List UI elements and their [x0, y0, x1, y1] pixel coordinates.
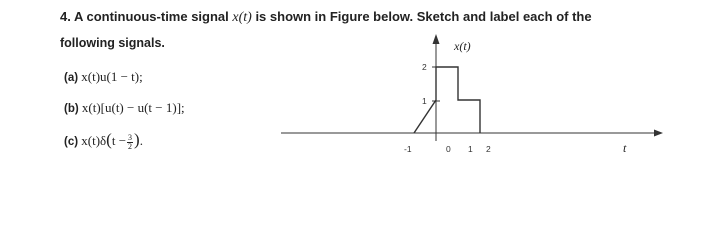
x-tick-label-neg1: -1 — [404, 144, 412, 154]
part-c-label: (c) — [64, 136, 82, 148]
part-a-expression: x(t)u(1 − t); — [81, 69, 143, 84]
vertical-axis-arrowhead — [433, 34, 440, 44]
y-tick-label-2: 2 — [422, 62, 427, 72]
question-text-line2: following signals. — [60, 36, 165, 50]
x-tick-label-1: 1 — [468, 144, 473, 154]
part-a-label: (a) — [64, 72, 82, 84]
part-c-expr-suffix: . — [139, 133, 143, 148]
y-axis-label: x(t) — [454, 39, 471, 53]
fraction-denominator: 2 — [128, 141, 133, 151]
fraction-numerator: 3 — [128, 132, 133, 142]
t-axis-arrowhead — [654, 130, 663, 137]
part-c-expr-prefix: x(t)δ — [81, 133, 107, 148]
part-b-expression: x(t)[u(t) − u(t − 1)]; — [81, 100, 185, 115]
question-suffix: is shown in Figure below. Sketch and label each of the — [251, 9, 592, 24]
signal-name: x(t) — [232, 10, 252, 25]
part-c-expr-t: t − — [111, 133, 127, 148]
question-prefix: 4. A continuous-time signal — [60, 9, 233, 24]
part-c-open-paren: ( — [106, 130, 112, 149]
y-tick-label-1: 1 — [422, 96, 427, 106]
part-c-close-paren: ) — [134, 130, 140, 149]
x-tick-label-0: 0 — [446, 144, 451, 154]
part-b-label: (b) — [64, 103, 82, 115]
x-axis-label: t — [623, 141, 627, 155]
x-tick-label-2: 2 — [486, 144, 491, 154]
